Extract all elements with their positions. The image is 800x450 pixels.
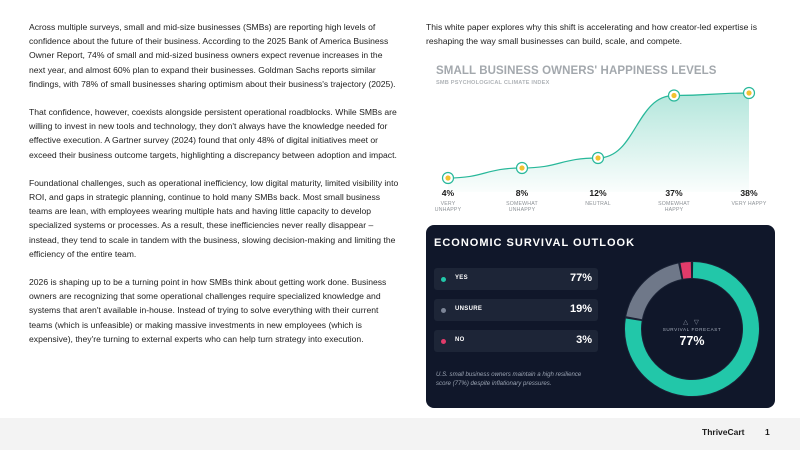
survival-card-note: U.S. small business owners maintain a high resilience score (77%) despite inflationary pressures. xyxy=(436,371,582,387)
footer-brand: ThriveCart xyxy=(702,427,745,437)
emoji-face-icon xyxy=(671,93,676,98)
survival-row-label: UNSURE xyxy=(455,306,483,312)
survival-outlook-card xyxy=(426,225,775,408)
donut-slice-unsure xyxy=(634,271,680,317)
intro-paragraph: This white paper explores why this shift is accelerating and how creator-led expertise is reshaping the way small businesses can build, scale, and compete. xyxy=(426,22,758,47)
happiness-value-label: 12% xyxy=(589,188,607,198)
survival-row-value: 3% xyxy=(576,334,592,346)
happiness-category-label: SOMEWHAT UNHAPPY xyxy=(506,201,538,214)
donut-center-label: SURVIVAL FORECAST xyxy=(662,327,722,332)
survival-donut-chart xyxy=(426,225,775,408)
emoji-face-icon xyxy=(595,155,600,160)
donut-center-value: 77% xyxy=(679,334,705,348)
happiness-value-label: 4% xyxy=(441,188,455,198)
paragraph-foundational-challenges: Foundational challenges, such as operational inefficiency, low digital maturity, limited visibility into ROI, and gaps in strategic planning, continue to hold many SMBs back. Most small business teams are lean, with employees wearing multiple hats and having little capacity to develop specialized systems or processes. As a result, these inefficiencies never really disappear – instead, they tend to scale in tandem with the business, slowing decision-making and limiting the efficiency of the entire team. xyxy=(29,177,399,259)
survival-row-value: 19% xyxy=(569,303,592,315)
happiness-label-3 xyxy=(565,188,631,207)
happiness-category-label: SOMEWHAT HAPPY xyxy=(658,201,690,214)
paragraph-confidence: Across multiple surveys, small and mid-size businesses (SMBs) are reporting high levels of confidence about the future of their business. According to the 2025 Bank of America Business Owner Report, 74% of small and mid-sized business owners expect revenue increases in the next year, and almost 60% plan to expand their businesses. Goldman Sachs reports similar findings, with 78% of small businesses sharing optimism about their business's trajectory (2025). xyxy=(29,22,396,89)
happiness-chart xyxy=(422,60,778,218)
happiness-chart-title: SMALL BUSINESS OWNERS' HAPPINESS LEVELS xyxy=(436,65,717,77)
happiness-area-fill xyxy=(448,93,749,192)
happiness-label-1 xyxy=(415,188,481,214)
emoji-face-icon xyxy=(445,175,450,180)
happiness-value-label: 38% xyxy=(740,188,758,198)
page-footer xyxy=(0,418,800,450)
happiness-value-label: 37% xyxy=(665,188,683,198)
emoji-face-icon xyxy=(519,165,524,170)
happiness-value-label: 8% xyxy=(515,188,529,198)
survival-row-label: YES xyxy=(455,275,468,281)
happiness-chart-subtitle: SMB PSYCHOLOGICAL CLIMATE INDEX xyxy=(436,80,550,86)
survival-card-title: ECONOMIC SURVIVAL OUTLOOK xyxy=(434,237,636,249)
emoji-face-icon xyxy=(746,90,751,95)
happiness-category-label: VERY UNHAPPY xyxy=(434,201,462,214)
thumbs-icon: △ ▽ xyxy=(683,319,701,326)
happiness-label-2 xyxy=(489,188,555,214)
happiness-category-label: VERY HAPPY xyxy=(731,201,767,207)
paragraph-turning-point: 2026 is shaping up to be a turning point in how SMBs think about getting work done. Business owners are recognizing that some operational challenges require specialized knowledge and systems that aren't available in-house. Instead of trying to solve everything with their current teams (which is unfeasible) or making massive investments in new employees (which is expensive), they're turning to external experts who can help turn strategy into execution. xyxy=(29,277,387,344)
happiness-category-label: NEUTRAL xyxy=(585,201,611,207)
survival-row-label: NO xyxy=(455,337,465,343)
survival-row-value: 77% xyxy=(569,272,592,284)
happiness-label-5 xyxy=(716,188,782,207)
donut-slice-no xyxy=(682,270,691,271)
page-number: 1 xyxy=(765,427,770,437)
happiness-label-4 xyxy=(641,188,707,214)
donut-center xyxy=(642,318,742,348)
body-text-left xyxy=(29,20,401,360)
paragraph-roadblocks: That confidence, however, coexists alongside persistent operational roadblocks. While SMBs are willing to invest in new tools and technology, they don't always have the knowledge needed for effective execution. A Gartner survey (2024) found that only 48% of digital initiatives meet or exceed their business outcome targets, highlighting a discrepancy between adoption and impact. xyxy=(29,107,397,160)
